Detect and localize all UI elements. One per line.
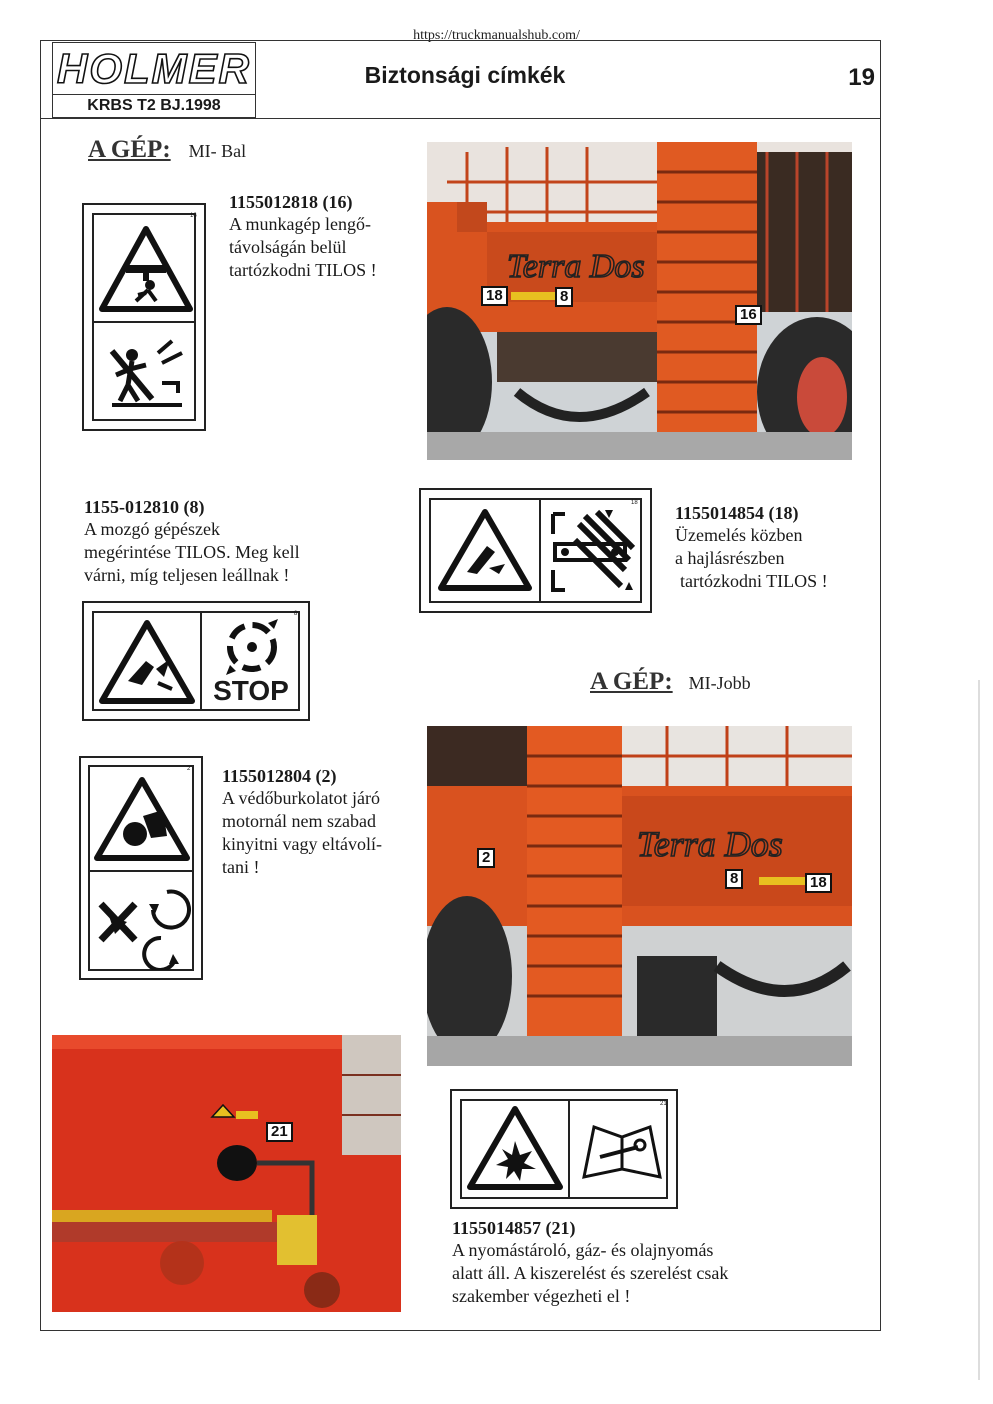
source-url[interactable]: https://truckmanualshub.com/ <box>413 28 580 43</box>
label-line: A védőburkolatot járó <box>222 788 380 808</box>
safety-sign-18 <box>419 488 652 613</box>
crush-warning-icon <box>437 508 533 594</box>
header-divider <box>40 118 881 119</box>
logo-text: HOLMER <box>57 45 251 92</box>
label-block-8 <box>84 497 374 587</box>
tag-21: 21 <box>266 1122 293 1142</box>
accumulator-illustration <box>52 1035 401 1312</box>
rotating-parts-icon <box>208 615 296 677</box>
sign-number: 8 <box>294 611 298 617</box>
safety-sign-2 <box>79 756 203 980</box>
section-label: A GÉP: <box>590 668 673 695</box>
label-line: várni, míg teljesen leállnak ! <box>84 565 290 585</box>
decal-strip <box>759 877 805 885</box>
label-block-16 <box>229 192 409 282</box>
label-block-21 <box>452 1218 872 1308</box>
sign-divider <box>92 321 196 323</box>
safety-sign-21 <box>450 1089 678 1209</box>
tag-16: 16 <box>735 305 762 325</box>
scan-margin-line <box>978 680 980 1380</box>
section-side: MI- Bal <box>188 141 247 161</box>
label-line: tartózkodni TILOS ! <box>229 260 377 280</box>
tag-8: 8 <box>725 869 743 889</box>
guard-warning-icon <box>93 776 191 864</box>
articulation-zone-icon <box>545 504 637 600</box>
page-number: 19 <box>848 64 875 91</box>
label-line: távolságán belül <box>229 237 347 257</box>
label-line: kinyitni vagy eltávolí- <box>222 834 382 854</box>
label-line: szakember végezheti el ! <box>452 1286 631 1306</box>
label-code: 1155012804 (2) <box>222 766 337 786</box>
explosion-warning-icon <box>466 1105 564 1193</box>
label-line: tani ! <box>222 857 260 877</box>
tag-18: 18 <box>481 286 508 306</box>
label-line: megérintése TILOS. Meg kell <box>84 542 300 562</box>
stop-text: STOP <box>213 675 289 706</box>
section-heading-right <box>590 668 751 696</box>
sign-number: 18 <box>631 500 638 506</box>
tag-2: 2 <box>477 848 495 868</box>
page-title: Biztonsági címkék <box>364 62 566 88</box>
section-side: MI-Jobb <box>688 673 751 693</box>
sign-number: 21 <box>660 1101 667 1107</box>
label-line: a hajlásrészben <box>675 548 785 568</box>
tag-18: 18 <box>805 873 832 893</box>
machine-photo-left <box>427 142 852 460</box>
holmer-logo <box>52 42 256 118</box>
machine-photo-right <box>427 726 852 1066</box>
sign-number: 2 <box>187 766 191 772</box>
label-code: 1155-012810 (8) <box>84 497 205 517</box>
label-line: A munkagép lengő- <box>229 214 371 234</box>
label-code: 1155014857 (21) <box>452 1218 576 1238</box>
sign-divider <box>539 498 541 603</box>
label-code: 1155012818 (16) <box>229 192 353 212</box>
safety-sign-8 <box>82 601 310 721</box>
label-line: alatt áll. A kiszerelést és szerelést csak <box>452 1263 729 1283</box>
section-heading-left <box>88 136 246 164</box>
section-label: A GÉP: <box>88 136 171 163</box>
hand-entanglement-warning-icon <box>98 619 196 707</box>
sign-divider <box>568 1099 570 1199</box>
machine-illustration-right <box>427 726 852 1066</box>
brand-text: Terra Dos <box>507 248 645 285</box>
label-line: A nyomástároló, gáz- és olajnyomás <box>452 1240 714 1260</box>
tag-8: 8 <box>555 287 573 307</box>
no-open-guard-icon <box>95 878 191 970</box>
label-block-18 <box>675 503 875 593</box>
no-entry-person-icon <box>102 333 190 413</box>
sign-divider <box>200 611 202 711</box>
sign-number: 16 <box>190 213 197 219</box>
sign-divider <box>88 870 194 872</box>
safety-sign-16 <box>82 203 206 431</box>
decal-strip <box>511 292 555 300</box>
logo-subtitle: KRBS T2 BJ.1998 <box>53 94 255 117</box>
manual-book-icon <box>578 1117 664 1185</box>
warning-triangle-icon <box>98 225 194 315</box>
label-line: motornál nem szabad <box>222 811 376 831</box>
brand-text: Terra Dos <box>637 824 783 864</box>
label-line: A mozgó gépészek <box>84 519 220 539</box>
label-block-2 <box>222 766 412 879</box>
label-code: 1155014854 (18) <box>675 503 799 523</box>
pressure-accumulator-photo <box>52 1035 401 1312</box>
label-line: tartózkodni TILOS ! <box>680 571 828 591</box>
label-line: Üzemelés közben <box>675 525 803 545</box>
